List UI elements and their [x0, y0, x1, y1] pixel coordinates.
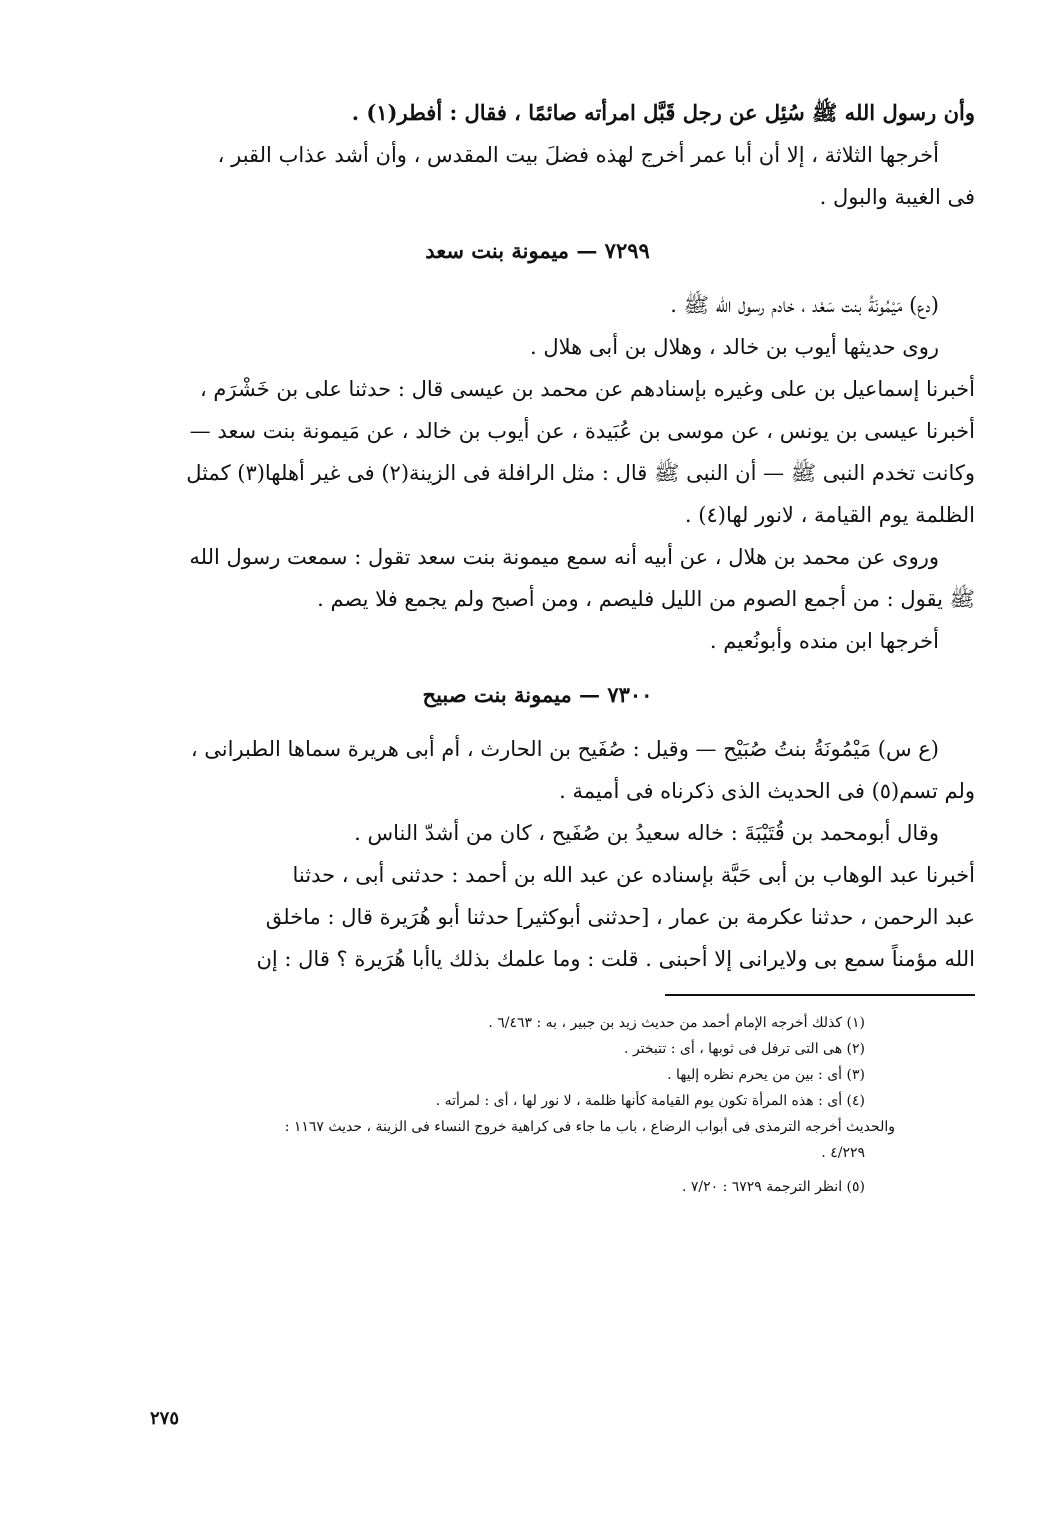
body-line: روى حديثها أيوب بن خالد ، وهلال بن أبى هلال .: [530, 335, 939, 359]
footnote-continuation: ٤/٢٢٩ .: [821, 1145, 865, 1161]
body-line: عبد الرحمن ، حدثنا عكرمة بن عمار ، [حدثنى أبوكثير] حدثنا أبو هُرَيرة قال : ماخلق: [265, 905, 975, 929]
body-line: أخبرنا عيسى بن يونس ، عن موسى بن عُبَيدة ، عن أيوب بن خالد ، عن مَيمونة بنت سعد —: [189, 419, 975, 443]
body-line: أخبرنا عبد الوهاب بن أبى حَبَّة بإسناده عن عبد الله بن أحمد : حدثنى أبى ، حدثنا: [292, 863, 975, 887]
footnote: (١) كذلك أخرجه الإمام أحمد من حديث زيد بن جبير ، به : ٦/٤٦٣ .: [488, 1015, 865, 1031]
body-line: وكانت تخدم النبى ﷺ — أن النبى ﷺ قال : مثل الرافلة فى الزينة(٢) فى غير أهلها(٣) كمثل: [186, 461, 975, 485]
body-line: أخبرنا إسماعيل بن على وغيره بإسنادهم عن محمد بن عيسى قال : حدثنا على بن خَشْرَم ،: [199, 377, 975, 401]
body-line: وقال أبومحمد بن قُتَيْبَةَ : خاله سعيدُ بن صُفَيح ، كان من أشدّ الناس .: [354, 821, 939, 845]
entry-heading: ٧٣٠٠ — ميمونة بنت صبيح: [422, 682, 653, 707]
body-line: ولم تسم(٥) فى الحديث الذى ذكرناه فى أميمة .: [559, 779, 975, 803]
footnote-divider: [665, 994, 975, 996]
body-line: فى الغيبة والبول .: [819, 185, 975, 209]
body-line: وأن رسول الله ﷺ سُئِل عن رجل قَبَّل امرأته صائمًا ، فقال : أفطر(١) .: [351, 100, 975, 125]
entry-heading: ٧٢٩٩ — ميمونة بنت سعد: [425, 238, 650, 263]
body-line: (ع س) مَيْمُونَةُ بنتُ صُبَيْح — وقيل : صُفَيح بن الحارث ، أم أبى هريرة سماها الطبرانى ،: [190, 737, 939, 761]
footnote: (٣) أى : بين من يحرم نظره إليها .: [667, 1067, 865, 1083]
body-line: وروى عن محمد بن هلال ، عن أبيه أنه سمع ميمونة بنت سعد تقول : سمعت رسول الله: [189, 545, 939, 569]
body-line: الظلمة يوم القيامة ، لانور لها(٤) .: [684, 503, 975, 527]
body-line: أخرجها الثلاثة ، إلا أن أبا عمر أخرج لهذه فضلَ بيت المقدس ، وأن أشد عذاب القبر ،: [217, 143, 939, 167]
page-number: ٢٧٥: [150, 1408, 180, 1429]
footnote: (٥) انظر الترجمة ٦٧٢٩ : ٧/٢٠ .: [681, 1179, 865, 1195]
body-line: ﷺ يقول : من أجمع الصوم من الليل فليصم ، ومن أصبح ولم يجمع فلا يصم .: [317, 587, 975, 611]
body-line: الله مؤمناً سمع بى ولايرانى إلا أحبنى . قلت : وما علمك بذلك ياأبا هُرَيرة ؟ قال : إن: [256, 947, 975, 971]
footnote: (٤) أى : هذه المرأة تكون يوم القيامة كأنها ظلمة ، لا نور لها ، أى : لمرأته .: [435, 1093, 865, 1109]
footnote: (٢) هى التى ترفل فى ثوبها ، أى : تتبختر .: [624, 1041, 865, 1057]
footnote-continuation: والحديث أخرجه الترمذى فى أبواب الرضاع ، باب ما جاء فى كراهية خروج النساء فى الزينة ، حديث ١١٦٧ :: [284, 1119, 895, 1135]
body-line: (دع) مَيْمُونَةُ بنت سَعْد ، خادم رسول الله ﷺ .: [670, 293, 939, 317]
body-line: أخرجها ابن منده وأبونُعيم .: [709, 629, 939, 653]
